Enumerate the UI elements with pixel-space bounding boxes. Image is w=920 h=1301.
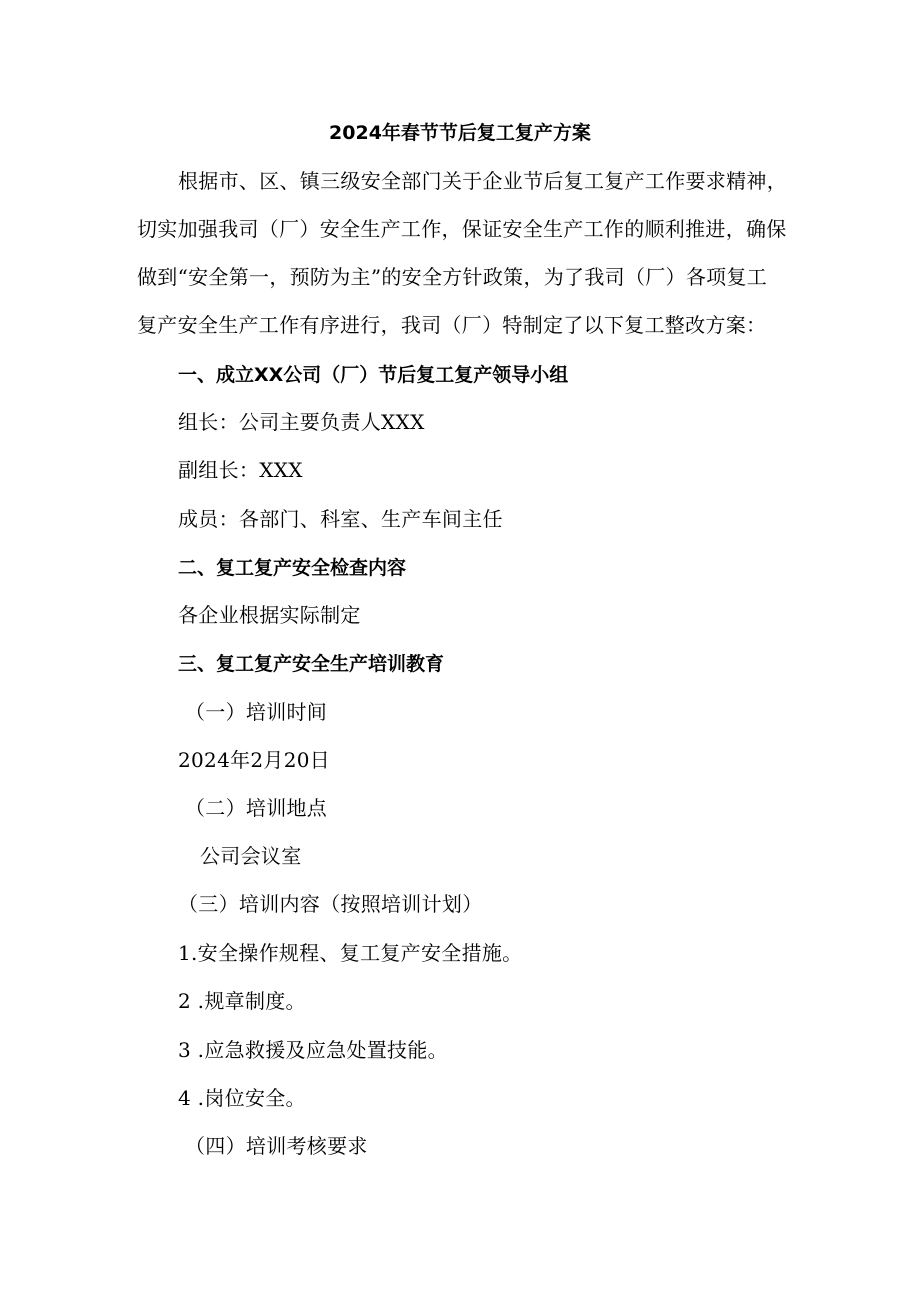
intro-line-3: 做到“安全第一，预防为主”的安全方针政策，为了我司（厂）各项复工 bbox=[137, 265, 768, 289]
training-place-label: （二）培训地点 bbox=[185, 796, 328, 820]
training-time-label: （一）培训时间 bbox=[185, 700, 328, 724]
section1-deputy: 副组长：XXX bbox=[178, 458, 303, 482]
training-time-value: 2024年2月20日 bbox=[178, 748, 331, 772]
training-content-label: （三）培训内容（按照培训计划） bbox=[178, 892, 483, 916]
document-title: 2024年春节节后复工复产方案 bbox=[329, 122, 591, 144]
intro-line-1: 根据市、区、镇三级安全部门关于企业节后复工复产工作要求精神， bbox=[178, 169, 787, 193]
training-item-4: 4 .岗位安全。 bbox=[178, 1086, 306, 1110]
section2-heading: 二、复工复产安全检查内容 bbox=[178, 557, 407, 579]
training-assessment-label: （四）培训考核要求 bbox=[185, 1134, 368, 1158]
training-place-value: 公司会议室 bbox=[200, 844, 302, 868]
section2-content: 各企业根据实际制定 bbox=[178, 603, 361, 627]
training-item-1: 1.安全操作规程、复工复产安全措施。 bbox=[178, 941, 523, 965]
training-item-2: 2 .规章制度。 bbox=[178, 989, 306, 1013]
section1-leader: 组长：公司主要负责人XXX bbox=[178, 410, 425, 434]
section1-heading: 一、成立XX公司（厂）节后复工复产领导小组 bbox=[178, 364, 569, 386]
intro-line-2: 切实加强我司（厂）安全生产工作，保证安全生产工作的顺利推进，确保 bbox=[137, 217, 787, 241]
section1-members: 成员：各部门、科室、生产车间主任 bbox=[178, 507, 503, 531]
intro-line-4: 复产安全生产工作有序进行，我司（厂）特制定了以下复工整改方案： bbox=[137, 313, 767, 337]
section3-heading: 三、复工复产安全生产培训教育 bbox=[178, 653, 445, 675]
training-item-3: 3 .应急救援及应急处置技能。 bbox=[178, 1038, 448, 1062]
